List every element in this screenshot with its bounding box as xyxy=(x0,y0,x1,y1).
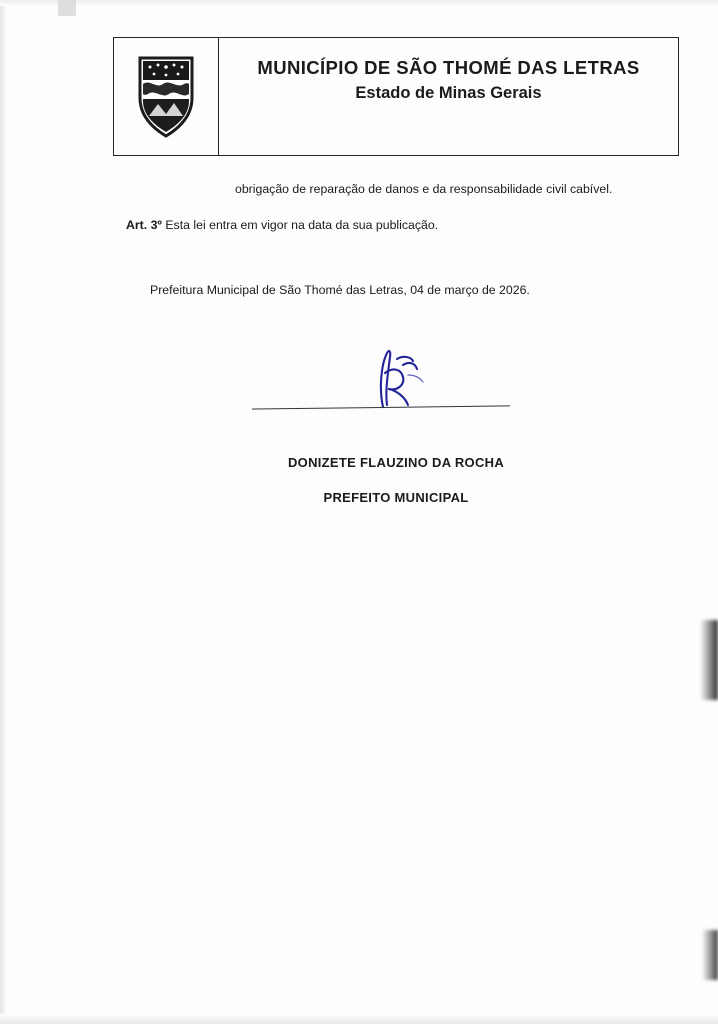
paragraph-continuation: obrigação de reparação de danos e da responsabilidade civil cabível. xyxy=(235,182,613,196)
scan-artifact-corner xyxy=(58,0,76,16)
article-3-text: Esta lei entra em vigor na data da sua publicação. xyxy=(165,218,439,232)
letterhead-titles xyxy=(219,38,678,155)
scan-edge-top xyxy=(0,0,718,6)
scan-artifact-right-lower xyxy=(702,930,718,980)
state-subtitle: Estado de Minas Gerais xyxy=(355,84,542,102)
scan-artifact-right-upper xyxy=(700,620,718,700)
article-3-paragraph xyxy=(113,216,679,234)
municipality-title: MUNICÍPIO DE SÃO THOMÉ DAS LETRAS xyxy=(257,57,640,78)
signatory-role: PREFEITO MUNICIPAL xyxy=(323,490,469,505)
crest-cell xyxy=(114,38,219,155)
signature-block xyxy=(113,345,679,515)
scan-edge-left xyxy=(0,0,7,1024)
municipal-coat-of-arms-icon xyxy=(136,54,196,140)
signatory-name: DONIZETE FLAUZINO DA ROCHA xyxy=(287,455,505,470)
letterhead xyxy=(113,37,679,156)
article-3-label: Art. 3º xyxy=(126,218,162,232)
place-and-date: Prefeitura Municipal de São Thomé das Letras, 04 de março de 2026. xyxy=(150,283,530,297)
scan-edge-bottom xyxy=(0,1014,718,1024)
handwritten-signature-icon xyxy=(363,345,433,415)
